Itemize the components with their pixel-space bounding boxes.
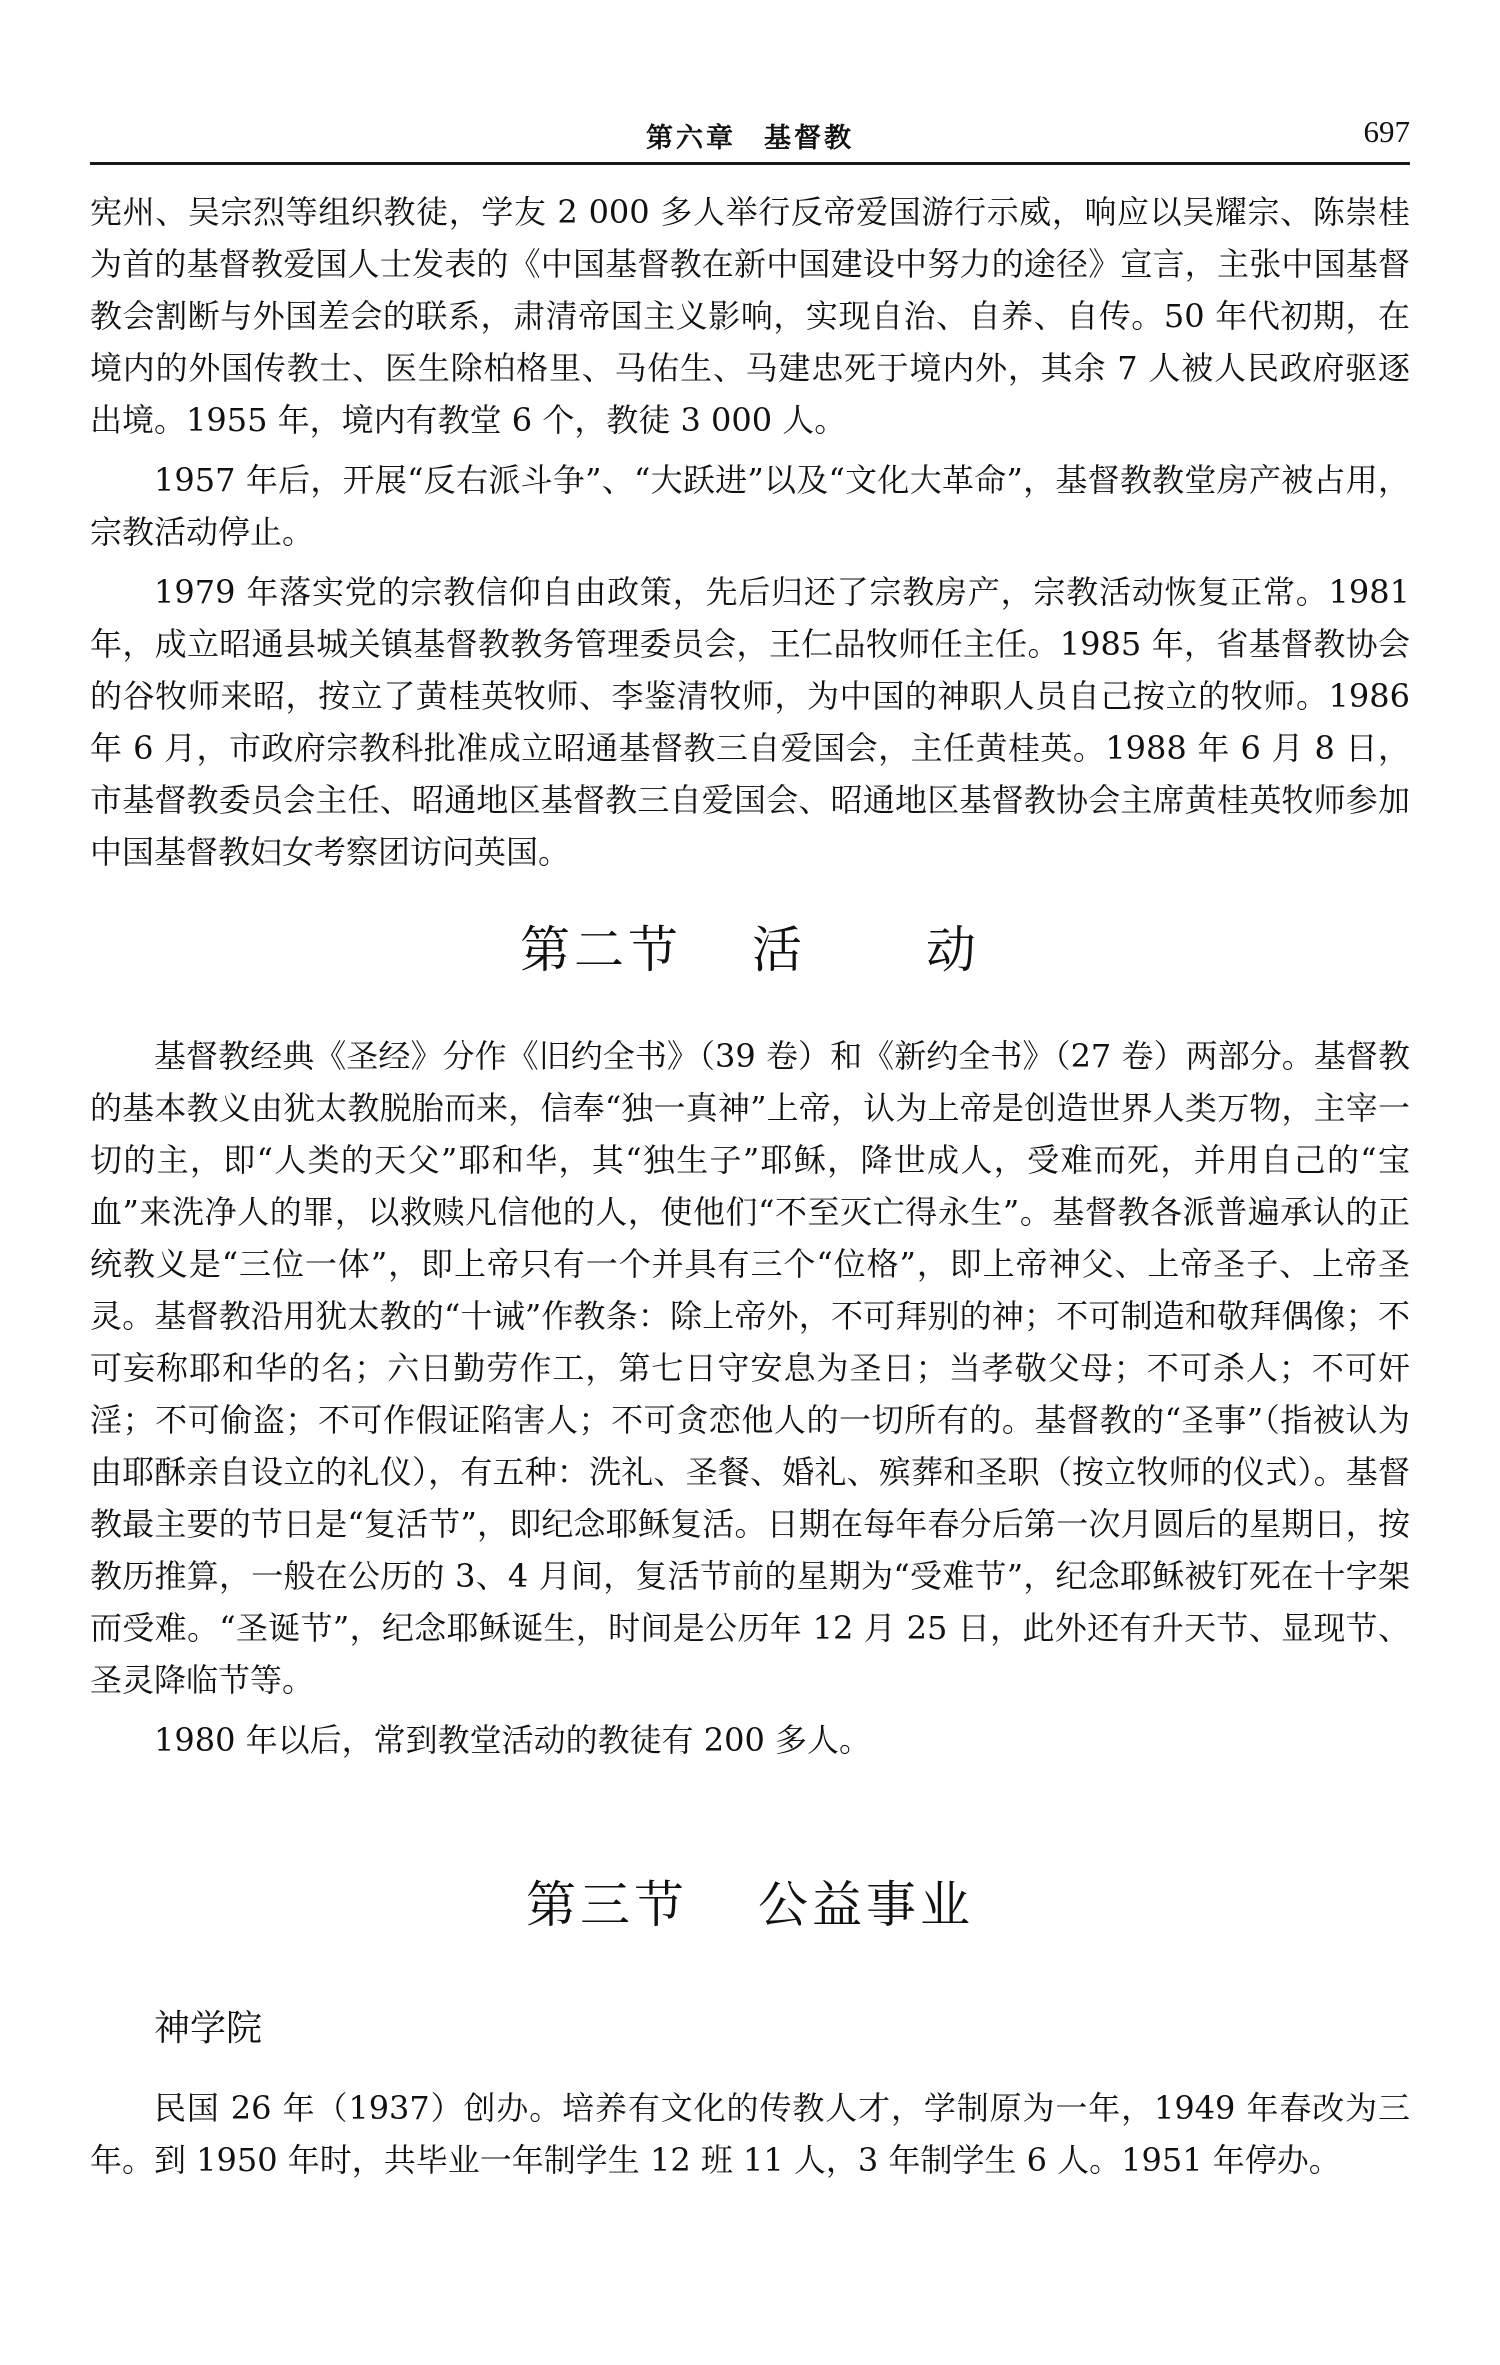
subheading-seminary: 神学院 <box>154 2008 263 2049</box>
chapter-title: 基督教 <box>764 123 854 154</box>
activities-text <box>90 1030 1410 1766</box>
paragraph: 民国 26 年（1937）创办。培养有文化的传教人才，学制原为一年，1949 年春改为三年。到 1950 年时，共毕业一年制学生 12 班 11 人，3 年制学生 6 人。1951 年停办。 <box>90 2089 1410 2179</box>
section-title-part: 活 <box>752 921 806 979</box>
paragraph: 1957 年后，开展“反右派斗争”、“大跃进”以及“文化大革命”，基督教教堂房产被占用，宗教活动停止。 <box>90 461 1410 551</box>
book-page <box>90 0 1410 2365</box>
intro-text <box>90 186 1410 878</box>
paragraph: 1979 年落实党的宗教信仰自由政策，先后归还了宗教房产，宗教活动恢复正常。1981 年，成立昭通县城关镇基督教教务管理委员会，王仁品牧师任主任。1985 年，省基督教协会的谷牧师来昭，按立了黄桂英牧师、李鉴清牧师，为中国的神职人员自己按立的牧师。1986 年 6 月，市政府宗教科批准成立昭通基督教三自爱国会，主任黄桂英。1988 年 6 月 8 日，市基督教委员会主任、昭通地区基督教三自爱国会、昭通地区基督教协会主席黄桂英牧师参加中国基督教妇女考察团访问英国。 <box>90 573 1410 871</box>
seminary-text <box>90 2082 1410 2186</box>
section-title-part: 动 <box>926 921 980 979</box>
section-number: 第三节 <box>526 1876 688 1934</box>
section-number: 第二节 <box>520 921 682 979</box>
chapter-header <box>90 116 1410 155</box>
running-header <box>90 112 1410 165</box>
section-heading-activities <box>90 910 1410 982</box>
paragraph: 宪州、吴宗烈等组织教徒，学友 2 000 多人举行反帝爱国游行示威，响应以吴耀宗、陈崇桂为首的基督教爱国人士发表的《中国基督教在新中国建设中努力的途径》宣言，主张中国基督教会割断与外国差会的联系，肃清帝国主义影响，实现自治、自养、自传。50 年代初期，在境内的外国传教士、医生除柏格里、马佑生、马建忠死于境内外，其余 7 人被人民政府驱逐出境。1955 年，境内有教堂 6 个，教徒 3 000 人。 <box>90 193 1410 439</box>
paragraph: 1980 年以后，常到教堂活动的教徒有 200 多人。 <box>154 1721 872 1759</box>
chapter-number: 第六章 <box>646 123 736 154</box>
section-heading-public-welfare <box>90 1865 1410 1937</box>
page-number: 697 <box>1363 114 1410 149</box>
section-title: 公益事业 <box>758 1876 974 1934</box>
paragraph: 基督教经典《圣经》分作《旧约全书》（39 卷）和《新约全书》（27 卷）两部分。基督教的基本教义由犹太教脱胎而来，信奉“独一真神”上帝，认为上帝是创造世界人类万物，主宰一切的主，即“人类的天父”耶和华，其“独生子”耶稣，降世成人，受难而死，并用自己的“宝血”来洗净人的罪，以救赎凡信他的人，使他们“不至灭亡得永生”。基督教各派普遍承认的正统教义是“三位一体”，即上帝只有一个并具有三个“位格”，即上帝神父、上帝圣子、上帝圣灵。基督教沿用犹太教的“十诫”作教条：除上帝外，不可拜别的神；不可制造和敬拜偶像；不可妄称耶和华的名；六日勤劳作工，第七日守安息为圣日；当孝敬父母；不可杀人；不可奸淫；不可偷盗；不可作假证陷害人；不可贪恋他人的一切所有的。基督教的“圣事”（指被认为由耶酥亲自设立的礼仪），有五种：洗礼、圣餐、婚礼、殡葬和圣职（按立牧师的仪式）。基督教最主要的节日是“复活节”，即纪念耶稣复活。日期在每年春分后第一次月圆后的星期日，按教历推算，一般在公历的 3、4 月间，复活节前的星期为“受难节”，纪念耶稣被钉死在十字架而受难。“圣诞节”，纪念耶稣诞生，时间是公历年 12 月 25 日，此外还有升天节、显现节、圣灵降临节等。 <box>90 1037 1410 1699</box>
